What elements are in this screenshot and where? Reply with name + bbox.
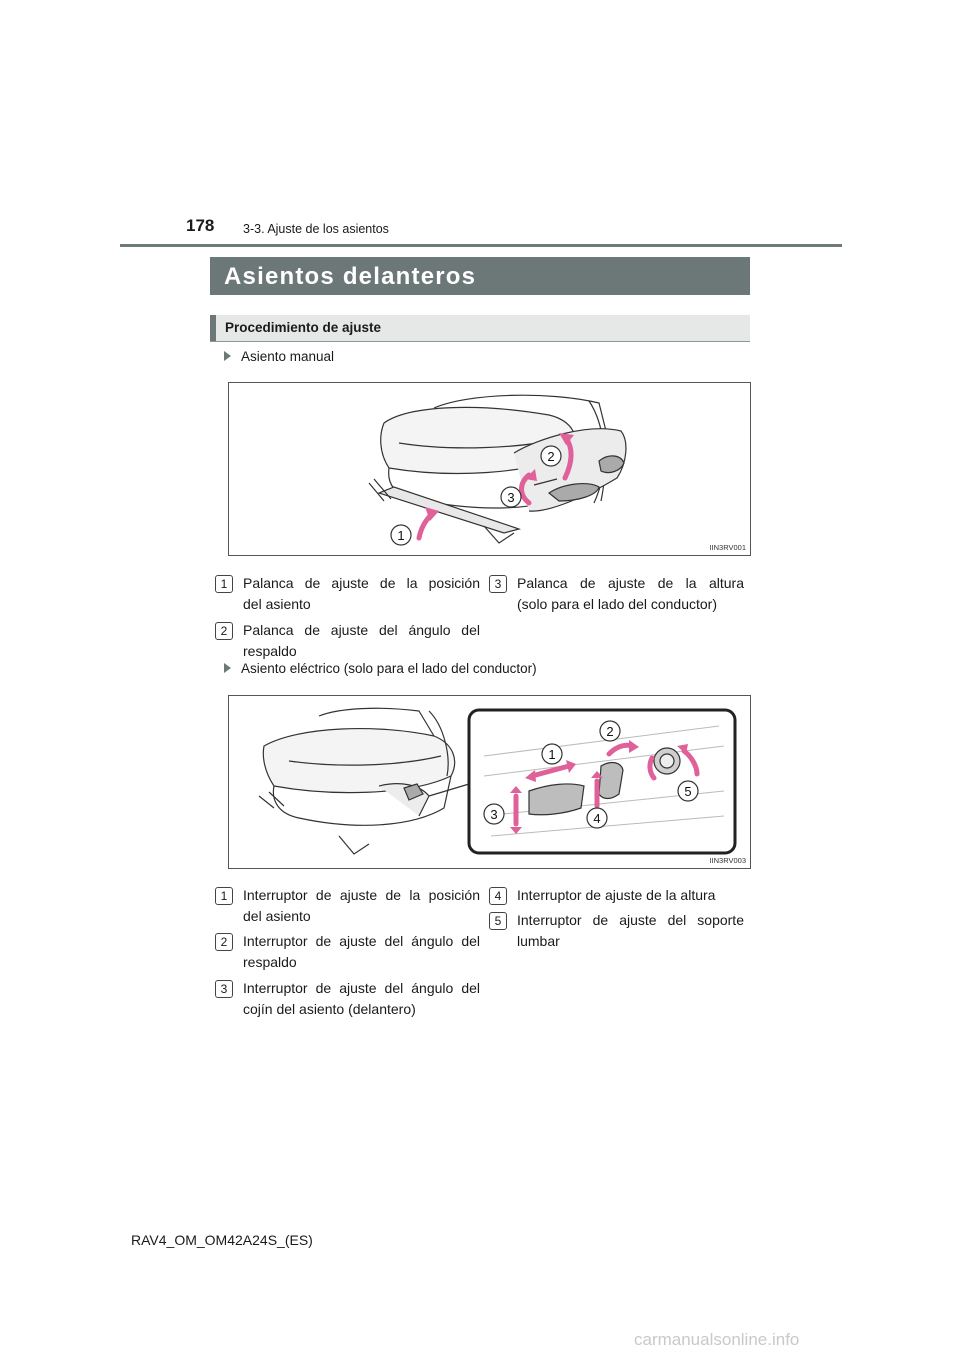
electric-item-2 bbox=[220, 931, 480, 973]
electric-item-2-line1: Interruptor de ajuste del ángulo del bbox=[243, 933, 480, 949]
manual-seat-heading bbox=[224, 349, 334, 364]
electric-figure-code: IIN3RV003 bbox=[709, 856, 746, 865]
header-divider bbox=[120, 244, 842, 247]
manual-callout-2: 2 bbox=[547, 449, 555, 464]
manual-item-2 bbox=[220, 620, 480, 662]
electric-item-1-line2: del asiento bbox=[243, 908, 311, 924]
manual-figure-code: IIN3RV001 bbox=[709, 543, 746, 552]
manual-seat-figure bbox=[228, 382, 751, 556]
electric-item-4 bbox=[494, 885, 744, 906]
electric-callout-2: 2 bbox=[606, 724, 614, 739]
subsection-title: Procedimiento de ajuste bbox=[225, 320, 382, 335]
number-badge: 1 bbox=[215, 575, 233, 593]
number-badge: 4 bbox=[489, 887, 507, 905]
electric-item-2-line2: respaldo bbox=[243, 954, 297, 970]
electric-item-4-line1: Interruptor de ajuste de la altura bbox=[517, 887, 716, 903]
electric-item-1 bbox=[220, 885, 480, 927]
electric-item-3 bbox=[220, 978, 480, 1020]
electric-item-1-line1: Interruptor de ajuste de la posición bbox=[243, 887, 480, 903]
manual-item-3-line2: (solo para el lado del conductor) bbox=[517, 596, 718, 612]
manual-callout-1: 1 bbox=[397, 528, 405, 543]
manual-seat-illustration bbox=[229, 383, 750, 555]
manual-item-1-line1: Palanca de ajuste de la posición bbox=[243, 575, 480, 591]
number-badge: 2 bbox=[215, 933, 233, 951]
section-title-bar bbox=[210, 257, 750, 295]
manual-item-1-line2: del asiento bbox=[243, 596, 311, 612]
number-badge: 3 bbox=[215, 980, 233, 998]
document-code: RAV4_OM_OM42A24S_(ES) bbox=[131, 1232, 313, 1248]
number-badge: 3 bbox=[489, 575, 507, 593]
manual-item-3-line1: Palanca de ajuste de la altura bbox=[517, 575, 744, 591]
chapter-title: 3-3. Ajuste de los asientos bbox=[243, 222, 389, 236]
manual-item-2-line1: Palanca de ajuste del ángulo del bbox=[243, 622, 480, 638]
number-badge: 2 bbox=[215, 622, 233, 640]
electric-callout-3: 3 bbox=[490, 807, 498, 822]
manual-item-2-line2: respaldo bbox=[243, 643, 297, 659]
manual-callout-3: 3 bbox=[507, 490, 515, 505]
section-title: Asientos delanteros bbox=[224, 263, 477, 290]
electric-seat-heading-text: Asiento eléctrico (solo para el lado del conductor) bbox=[241, 661, 537, 676]
electric-item-3-line2: cojín del asiento (delantero) bbox=[243, 1001, 416, 1017]
electric-item-5-line1: Interruptor de ajuste del soporte bbox=[517, 912, 744, 928]
manual-seat-heading-text: Asiento manual bbox=[241, 349, 335, 364]
electric-item-5-line2: lumbar bbox=[517, 933, 560, 949]
subsection-marker bbox=[210, 315, 216, 341]
manual-item-1 bbox=[220, 573, 480, 615]
electric-item-5 bbox=[494, 910, 744, 952]
electric-seat-figure bbox=[228, 695, 751, 869]
number-badge: 1 bbox=[215, 887, 233, 905]
triangle-bullet-icon bbox=[224, 351, 231, 361]
manual-item-3 bbox=[494, 573, 744, 615]
electric-seat-heading bbox=[224, 661, 537, 676]
electric-callout-1: 1 bbox=[548, 747, 556, 762]
electric-item-3-line1: Interruptor de ajuste del ángulo del bbox=[243, 980, 480, 996]
electric-callout-4: 4 bbox=[593, 811, 601, 826]
number-badge: 5 bbox=[489, 912, 507, 930]
watermark: carmanualsonline.info bbox=[634, 1330, 800, 1349]
page-number: 178 bbox=[186, 216, 215, 235]
electric-callout-5: 5 bbox=[684, 784, 692, 799]
triangle-bullet-icon bbox=[224, 663, 231, 673]
electric-seat-illustration bbox=[229, 696, 750, 868]
subsection-bar bbox=[210, 315, 750, 342]
